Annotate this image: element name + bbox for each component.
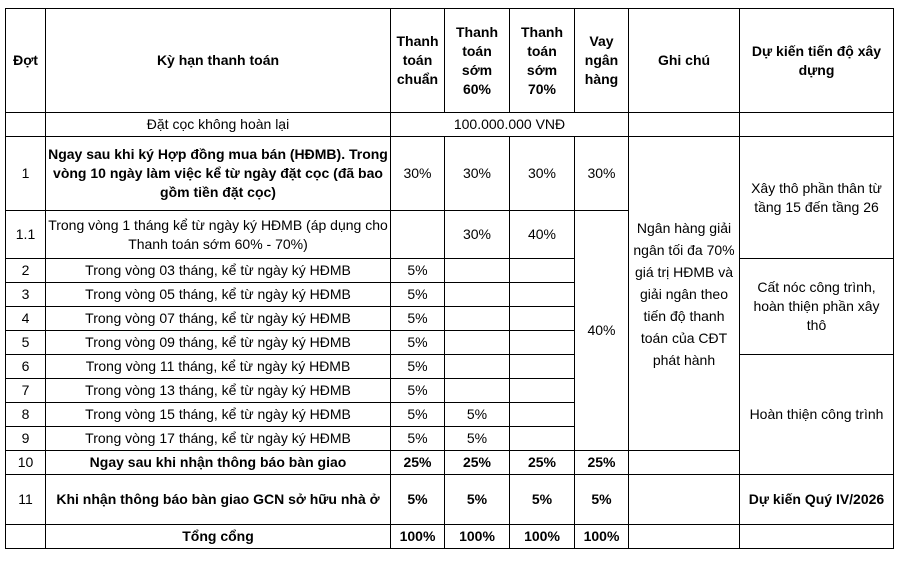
- term-cell: Trong vòng 03 tháng, kể từ ngày ký HĐMB: [46, 259, 391, 283]
- total-early60: 100%: [445, 525, 510, 549]
- phase-cell: 4: [6, 307, 46, 331]
- header-early-60: Thanh toán sớm 60%: [445, 9, 510, 113]
- early60-cell: [445, 307, 510, 331]
- header-early-70: Thanh toán sớm 70%: [510, 9, 575, 113]
- early70-cell: [510, 427, 575, 451]
- loan-merged-cell: 40%: [575, 211, 629, 451]
- early60-cell: [445, 259, 510, 283]
- term-cell: Ngay sau khi ký Hợp đồng mua bán (HĐMB). Trong vòng 10 ngày làm việc kể từ ngày đặt cọc (đã bao gồm tiền đặt cọc): [46, 137, 391, 211]
- early70-cell: [510, 259, 575, 283]
- deposit-row: [6, 113, 894, 137]
- header-note: Ghi chú: [629, 9, 740, 113]
- term-cell: Trong vòng 13 tháng, kể từ ngày ký HĐMB: [46, 379, 391, 403]
- standard-cell: 5%: [391, 475, 445, 525]
- early60-cell: 5%: [445, 403, 510, 427]
- standard-cell: 5%: [391, 283, 445, 307]
- term-cell: Khi nhận thông báo bàn giao GCN sở hữu nhà ở: [46, 475, 391, 525]
- standard-cell: 5%: [391, 355, 445, 379]
- phase-cell: 5: [6, 331, 46, 355]
- standard-cell: 5%: [391, 259, 445, 283]
- deposit-amount: 100.000.000 VNĐ: [391, 113, 629, 137]
- term-cell: Trong vòng 17 tháng, kể từ ngày ký HĐMB: [46, 427, 391, 451]
- total-early70: 100%: [510, 525, 575, 549]
- total-phase: [6, 525, 46, 549]
- standard-cell: 5%: [391, 331, 445, 355]
- progress-stage-2: Cất nóc công trình, hoàn thiện phần xây thô: [740, 259, 894, 355]
- table-row: [6, 355, 894, 379]
- early70-cell: 5%: [510, 475, 575, 525]
- deposit-label: Đặt cọc không hoàn lại: [46, 113, 391, 137]
- early60-cell: [445, 379, 510, 403]
- total-row: [6, 525, 894, 549]
- early60-cell: 25%: [445, 451, 510, 475]
- standard-cell: 5%: [391, 427, 445, 451]
- deposit-note: [629, 113, 740, 137]
- standard-cell: 5%: [391, 307, 445, 331]
- early60-cell: 30%: [445, 211, 510, 259]
- header-term: Kỳ hạn thanh toán: [46, 9, 391, 113]
- header-standard: Thanh toán chuẩn: [391, 9, 445, 113]
- early60-cell: 5%: [445, 427, 510, 451]
- early70-cell: [510, 379, 575, 403]
- progress-stage-1: Xây thô phần thân từ tầng 15 đến tầng 26: [740, 137, 894, 259]
- total-note: [629, 525, 740, 549]
- phase-cell: 1: [6, 137, 46, 211]
- phase-cell: 1.1: [6, 211, 46, 259]
- term-cell: Trong vòng 05 tháng, kể từ ngày ký HĐMB: [46, 283, 391, 307]
- header-phase: Đợt: [6, 9, 46, 113]
- deposit-progress: [740, 113, 894, 137]
- note-merged-cell: Ngân hàng giải ngân tối đa 70% giá trị HĐMB và giải ngân theo tiến độ thanh toán của CĐT phát hành: [629, 137, 740, 451]
- standard-cell: 5%: [391, 379, 445, 403]
- early60-cell: 30%: [445, 137, 510, 211]
- total-progress: [740, 525, 894, 549]
- progress-stage-3: Hoàn thiện công trình: [740, 355, 894, 475]
- phase-cell: 2: [6, 259, 46, 283]
- progress-stage-4: Dự kiến Quý IV/2026: [740, 475, 894, 525]
- note-cell: [629, 475, 740, 525]
- term-cell: Trong vòng 11 tháng, kể từ ngày ký HĐMB: [46, 355, 391, 379]
- early70-cell: 25%: [510, 451, 575, 475]
- early70-cell: [510, 307, 575, 331]
- total-label: Tổng cổng: [46, 525, 391, 549]
- early70-cell: [510, 403, 575, 427]
- early60-cell: [445, 283, 510, 307]
- loan-cell: 25%: [575, 451, 629, 475]
- phase-cell: 8: [6, 403, 46, 427]
- phase-cell: 3: [6, 283, 46, 307]
- phase-cell: 6: [6, 355, 46, 379]
- early70-cell: [510, 331, 575, 355]
- table-row: [6, 137, 894, 211]
- term-cell: Trong vòng 1 tháng kể từ ngày ký HĐMB (áp dụng cho Thanh toán sớm 60% - 70%): [46, 211, 391, 259]
- standard-cell: 5%: [391, 403, 445, 427]
- total-loan: 100%: [575, 525, 629, 549]
- term-cell: Trong vòng 09 tháng, kể từ ngày ký HĐMB: [46, 331, 391, 355]
- early60-cell: [445, 331, 510, 355]
- early70-cell: [510, 355, 575, 379]
- standard-cell: 30%: [391, 137, 445, 211]
- early70-cell: 40%: [510, 211, 575, 259]
- early60-cell: [445, 355, 510, 379]
- early70-cell: [510, 283, 575, 307]
- table-row: [6, 475, 894, 525]
- phase-cell: 10: [6, 451, 46, 475]
- term-cell: Trong vòng 15 tháng, kể từ ngày ký HĐMB: [46, 403, 391, 427]
- deposit-phase: [6, 113, 46, 137]
- standard-cell: [391, 211, 445, 259]
- phase-cell: 11: [6, 475, 46, 525]
- standard-cell: 25%: [391, 451, 445, 475]
- header-row: [6, 9, 894, 113]
- payment-schedule-table: [5, 8, 894, 549]
- term-cell: Trong vòng 07 tháng, kể từ ngày ký HĐMB: [46, 307, 391, 331]
- early70-cell: 30%: [510, 137, 575, 211]
- total-standard: 100%: [391, 525, 445, 549]
- loan-cell: 30%: [575, 137, 629, 211]
- phase-cell: 9: [6, 427, 46, 451]
- loan-cell: 5%: [575, 475, 629, 525]
- header-loan: Vay ngân hàng: [575, 9, 629, 113]
- phase-cell: 7: [6, 379, 46, 403]
- early60-cell: 5%: [445, 475, 510, 525]
- table-row: [6, 259, 894, 283]
- term-cell: Ngay sau khi nhận thông báo bàn giao: [46, 451, 391, 475]
- header-progress: Dự kiến tiến độ xây dựng: [740, 9, 894, 113]
